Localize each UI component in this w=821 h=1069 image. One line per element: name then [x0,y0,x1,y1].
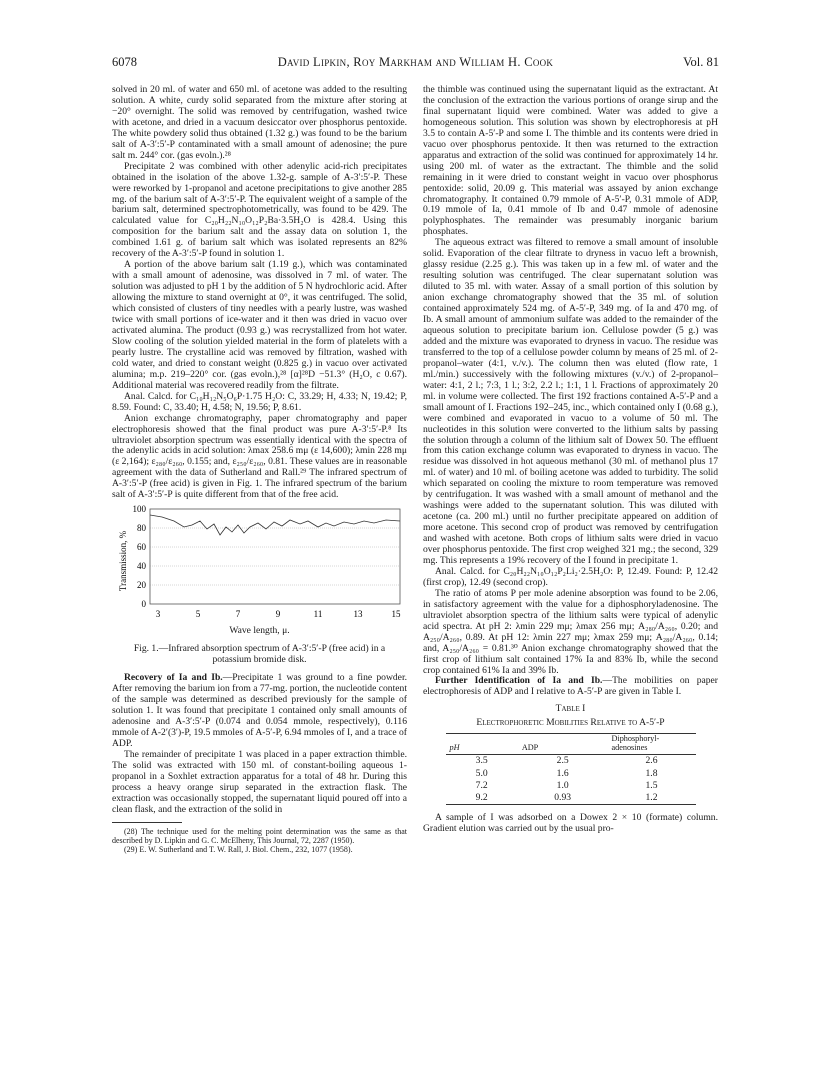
x-axis-label: Wave length, μ. [229,625,290,637]
table-cell: 1.5 [645,779,658,791]
paragraph: The remainder of precipitate 1 was placed in a paper extraction thimble. The solid was extracted with 150 ml. of constant-boiling aqueous 1-propanol in a Soxhlet extraction apparatus for a total of 48 hr. During this process a heavy orange sirup separated in the extraction flask. The extraction was occasionally stopped, the supernatant liquid poured off into a clean flask, and the extraction of the solid in [112,748,407,815]
paragraph: The aqueous extract was filtered to remove a small amount of insoluble solid. Evaporation of the clear filtrate to dryness in vacuo left a brownish, glassy residue (2.25 g.). This was taken up in a few ml. of water and the resulting solution was centrifuged. The clear supernatant solution was diluted to 35 ml. with water. Assay of a small portion of this solution by anion exchange chromatography showed that the 35 ml. of solution contained approximately 524 mg. of A-5′-P, 349 mg. of Ia and 470 mg. of Ib. A small amount of ammonium sulfate was added to the remainder of the aqueous solution to precipitate barium ion. Cellulose powder (5 g.) was added and the mixture was evaporated to dryness in vacuo. The residue was transferred to the top of a cellulose powder column by means of 25 ml. of 2-propanol–water (4:1, v./v.). The column then was eluted (flow rate, 1 ml./min.) successively with the following mixtures (v./v.) of 2-propanol–water: 4:1, 2 l.; 7:3, 1 l.; 3:2, 2.2 l.; 1:1, 1 l. Fractions of approximately 20 ml. in volume were collected. The first 192 fractions contained A-5′-P and a small amount of I. Fractions 192–245, inc., which contained only I (0.68 g.), were combined and evaporated in vacuo to a volume of 50 ml. The nucleotides in this solution were converted to the lithium salts by passing the solution through a column of the lithium salt of Dowex 50. The effluent from this cation exchange column was evaporated to dryness in vacuo. The residue was dissolved in hot aqueous methanol (30 ml. of methanol plus 17 ml. of water) and 10 ml. of boiling acetone was added to turbidity. The solid which separated on cooling the mixture to room temperature was removed by centrifugation. It was washed with a small amount of methanol and the washings were added to the supernatant solution. This was diluted with acetone (ca. 200 ml.) until no further precipitate appeared on addition of more acetone. This second crop of product was removed by centrifugation and washed with acetone. Both crops of lithium salts were dried in vacuo over phosphorus pentoxide. The first crop weighed 321 mg.; the second, 329 mg. This represents a 19% recovery of the I found in precipitate 1. [423,237,718,566]
table-header-row [446,734,696,755]
footnote-rule [112,822,182,823]
table-row [446,792,696,805]
y-tick-label: 80 [137,523,146,534]
paragraph: Anal. Calcd. for C₂₀H₂₂N₁₀O₁₂P₂Li₂·2.5H₂O: P, 12.49. Found: P, 12.42 (first crop), 12.49 (second crop). [423,565,718,588]
mobility-table [446,733,696,805]
paragraph: Anion exchange chromatography, paper chromatography and paper electrophoresis showed that the final product was pure A-3′:5′-P.⁸ Its ultraviolet absorption spectrum was essentially identical with the spectra of the adenylic acids in acid solution: λmax 258.6 mμ (ε 14,600); λmin 228 mμ (ε 2,164); ε₂₈₀/ε₂₆₀, 0.155; and, ε₂₅₀/ε₂₆₀, 0.81. These values are in reasonable agreement with the data of Sutherland and Rall.²⁹ The infrared spectrum of A-3′:5′-P (free acid) is given in Fig. 1. The infrared spectrum of the barium salt of A-3′:5′-P is quite different from that of the free acid. [112,412,407,501]
ir-spectrum-figure [112,505,407,637]
x-tick-label: 13 [353,609,363,620]
y-tick-label: 20 [137,580,146,591]
table-title: Table I [555,703,586,715]
paragraph: —The mobilities on paper electrophoresis of ADP and I relative to A-5′-P are given in Table I. [423,675,718,698]
table-row [446,779,696,791]
x-tick-label: 9 [275,609,281,620]
x-tick-label: 3 [155,609,161,620]
column-header: Diphosphoryl-adenosines [608,734,696,755]
running-header [112,55,719,71]
x-tick-label: 7 [235,609,241,620]
paragraph: Anal. Calcd. for C₁₀H₁₂N₅O₆P·1.75 H₂O: C, 33.29; H, 4.33; N, 19.42; P, 8.59. Found: C, 33.40; H, 4.58; N, 19.56; P, 8.61. [112,390,407,413]
table-subtitle: Electrophoretic Mobilities Relative to A-5′-P [476,717,665,729]
table-row [446,754,696,767]
table-cell: 3.5 [475,755,488,767]
table-cell: 1.2 [645,792,658,804]
page-number: 6078 [112,55,137,69]
right-column [423,85,718,835]
spectrum-trace [150,515,400,535]
figure-caption: Fig. 1.—Infrared absorption spectrum of A-3′:5′-P (free acid) in a potassium bromide disk. [133,643,386,666]
x-tick-label: 15 [391,609,401,620]
y-axis-label: Transmission, % [118,531,128,592]
paragraph: The ratio of atoms P per mole adenine absorption was found to be 2.06, in satisfactory agreement with the value for a diphosphoryladenosine. The ultraviolet absorption spectra of the lithium salts were typical of adenylic acid spectra. At pH 2: λmin 229 mμ; λmax 256 mμ; A₂₈₀/A₂₆₀, 0.20; and A₂₅₀/A₂₆₀, 0.89. At pH 12: λmin 227 mμ; λmax 259 mμ; A₂₈₀/A₂₆₀, 0.14; and, A₂₅₀/A₂₆₀ = 0.81.³⁰ Anion exchange chromatography showed that the first crop of lithium salt contained 17% Ia and 83% Ib, while the second crop contained 61% Ia and 39% Ib. [423,587,718,676]
table-cell: 1.8 [645,767,658,779]
table-cell: 5.0 [475,767,488,779]
plot-frame [150,509,400,604]
table-cell: 2.5 [556,755,569,767]
y-tick-label: 60 [137,542,146,553]
table-cell: 2.6 [645,755,658,767]
column-header: pH [446,734,518,755]
column-header: ADP [518,734,608,755]
table-cell: 7.2 [475,779,488,791]
running-authors: David Lipkin, Roy Markham and William H. Cook [277,55,554,69]
x-tick-label: 5 [195,609,201,620]
paragraph: solved in 20 ml. of water and 650 ml. of acetone was added to the resulting solution. A white, curdy solid separated from the mixture after storing at −20° overnight. The solid was removed by centrifugation, washed twice with acetone, and dried in a vacuum desiccator over phosphorus pentoxide. The white powdery solid thus obtained (1.32 g.) was found to be the barium salt of A-3′:5′-P contaminated with a small amount of adenosine; the pure salt m. 244° cor. (gas evoln.).²⁸ [112,84,407,161]
paragraph: —Precipitate 1 was ground to a fine powder. After removing the barium ion from a 77-mg. portion, the nucleotide content of the sample was determined as described previously for the sample of solution 1. It was found that precipitate 1 contained only small amounts of adenosine and A-3′:5′-P (0.074 and 0.054 mmole, respectively), 0.116 mmole of A-2′(3′)-P, 19.5 mmoles of A-5′-P, 6.94 mmoles of I, and a trace of ADP. [112,672,408,749]
section-heading: Recovery of Ia and Ib. [124,672,223,684]
table-cell: 0.93 [554,792,572,804]
footnote: (29) E. W. Sutherland and T. W. Rall, J. Biol. Chem., 232, 1077 (1958). [124,844,353,854]
plot-grid [150,528,400,585]
ir-spectrum-plot [112,505,407,625]
table-cell: 1.0 [556,779,569,791]
paragraph: A sample of I was adsorbed on a Dowex 2 × 10 (formate) column. Gradient elution was carried out by the usual pro- [423,812,718,835]
paragraph: A portion of the above barium salt (1.19 g.), which was contaminated with a small amount of adenosine, was dissolved in 7 ml. of water. The solution was adjusted to pH 1 by the addition of 5 N hydrochloric acid. After allowing the mixture to stand overnight at 0°, it was centrifuged. The solid, which consisted of clusters of tiny needles with a pearly lustre, was washed twice with small portions of ice-water and it then was dried in vacuo over activated alumina. The product (0.93 g.) was recrystallized from hot water. Slow cooling of the solution yielded material in the form of platelets with a pearly lustre. The crystalline acid was removed by filtration, washed with cold water, and dried to constant weight (0.825 g.) in vacuo over activated alumina; m.p. 219–220° cor. (gas evoln.),²⁸ [α]²⁸D −51.3° (H₂O, c 0.67). Additional material was recovered readily from the filtrate. [112,259,407,391]
section-heading: Further Identification of Ia and Ib. [435,675,603,687]
paragraph: the thimble was continued using the supernatant liquid as the extractant. At the conclusion of the extraction the various portions of orange sirup and the final supernatant liquid were combined. Water was added to give a homogeneous solution. This solution was shown by electrophoresis at pH 3.5 to contain A-5′-P and some I. The thimble and its contents were dried in vacuo over phosphorus pentoxide. It then was returned to the extraction apparatus and extraction of the solid was continued for approximately 14 hr. using 200 ml. of water as the extractant. The thimble and the solid remaining in it were dried to constant weight in vacuo over phosphorus pentoxide: solid, 20.09 g. This material was assayed by anion exchange chromatography. It contained 0.79 mmole of A-5′-P, 0.31 mmole of ADP, 0.19 mmole of Ia, 0.41 mmole of Ib and 0.47 mmole of adenosine polyphosphates. The remainder was presumably inorganic barium phosphates. [423,84,718,238]
x-tick-label: 11 [313,609,323,620]
table-cell: 1.6 [556,767,569,779]
table-row [446,767,696,779]
y-tick-label: 100 [132,505,146,515]
y-tick-label: 40 [137,561,146,572]
paragraph: Precipitate 2 was combined with other adenylic acid-rich precipitates obtained in the isolation of the above 1.32-g. sample of A-3′:5′-P. These were reworked by 1-propanol and acetone precipitations to give another 285 mg. of the barium salt of A-3′:5′-P. The equivalent weight of a sample of the barium salt, determined spectrophotometrically, was found to be 429. The calculated value for C₂₀H₂₂N₁₀O₁₂P₂Ba·3.5H₂O is 428.4. Using this composition for the barium salt and the assay data on solution 1, the combined 1.61 g. of barium salt which was isolated represents an 82% recovery of the A-3′:5′-P found in solution 1. [112,160,407,260]
y-tick-label: 0 [141,599,146,610]
footnote: (28) The technique used for the melting point determination was the same as that described by D. Lipkin and G. C. McElheny, This Journal, 72, 2287 (1950). [112,826,407,845]
volume-label: Vol. 81 [683,55,719,69]
table-cell: 9.2 [475,792,488,804]
left-column [112,85,407,854]
